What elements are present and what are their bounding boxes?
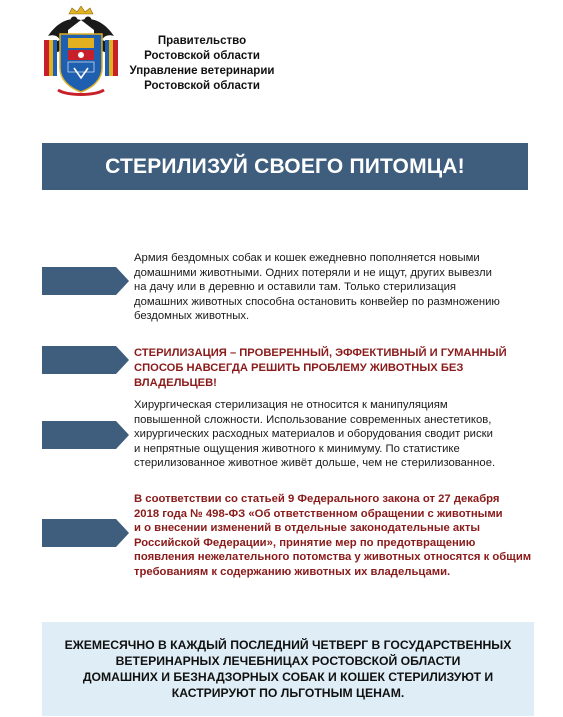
- org-line-2: Ростовской области: [144, 50, 260, 62]
- paragraph-line: Хирургическая стерилизация не относится к манипуляциям: [134, 399, 448, 411]
- paragraph-line: 2018 года № 498-ФЗ «Об ответственном обращении с животными: [134, 507, 503, 520]
- org-line-1: Правительство: [157, 35, 247, 47]
- paragraph-line: Армия бездомных собак и кошек ежедневно пополняется новыми: [134, 252, 480, 264]
- paragraph-line: СТЕРИЛИЗАЦИЯ – ПРОВЕРЕННЫЙ, ЭФФЕКТИВНЫЙ И ГУМАННЫЙ: [134, 347, 507, 359]
- organization-name: [122, 34, 282, 94]
- arrow-marker-1: [42, 266, 130, 296]
- title-banner: [42, 143, 528, 190]
- paragraph-line: Российской Федерации», принятие мер по предотвращению: [134, 536, 476, 549]
- coat-of-arms-emblem: [38, 6, 124, 98]
- paragraph-line: В соответствии со статьей 9 Федерального закона от 27 декабря: [134, 493, 500, 505]
- paragraph-line: бездомных животных.: [134, 310, 250, 322]
- paragraph-line: требованиям к содержанию животных их владельцами.: [134, 565, 451, 578]
- paragraph-line: появления нежелательного потомства у животных относятся к общим: [134, 551, 532, 563]
- footer-line: ДОМАШНИХ И БЕЗНАДЗОРНЫХ СОБАК И КОШЕК СТЕРИЛИЗУЮТ И: [82, 670, 494, 684]
- org-line-4: Ростовской области: [144, 80, 260, 92]
- footer-line: ЕЖЕМЕСЯЧНО В КАЖДЫЙ ПОСЛЕДНИЙ ЧЕТВЕРГ В ГОСУДАРСТВЕННЫХ: [64, 638, 512, 652]
- paragraph-line: стерилизованное животное живёт дольше, чем не стерилизованное.: [134, 457, 496, 469]
- footer-announcement: [42, 622, 534, 716]
- arrow-marker-2: [42, 345, 130, 375]
- paragraph-line: повышенной сложности. Использование современных анестетиков,: [134, 413, 492, 426]
- footer-line: ВЕТЕРИНАРНЫХ ЛЕЧЕБНИЦАХ РОСТОВСКОЙ ОБЛАСТИ: [115, 654, 461, 668]
- paragraph-line: на дачу или в деревню и оставили там. Только стерилизация: [134, 281, 457, 293]
- org-line-3: Управление ветеринарии: [129, 65, 275, 77]
- paragraph-sterilization-slogan: [134, 346, 536, 391]
- arrow-marker-3: [42, 420, 130, 450]
- footer-text: [65, 637, 512, 701]
- paragraph-stray-animals: [134, 251, 536, 324]
- paragraph-line: и непрятные ощущения животного к минимуму. По статистике: [134, 442, 460, 455]
- arrow-marker-4: [42, 518, 130, 548]
- paragraph-line: СПОСОБ НАВСЕГДА РЕШИТЬ ПРОБЛЕМУ ЖИВОТНЫХ БЕЗ ВЛАДЕЛЬЦЕВ!: [134, 362, 464, 389]
- paragraph-line: и о внесении изменений в отдельные законодательные акты: [134, 522, 480, 534]
- paragraph-line: домашних животных способна остановить конвейер по размножению: [134, 295, 500, 308]
- paragraph-line: домашними животными. Одних потеряли и не ищут, других вывезли: [134, 266, 492, 279]
- banner-title: СТЕРИЛИЗУЙ СВОЕГО ПИТОМЦА!: [105, 154, 465, 178]
- paragraph-surgery-info: [134, 398, 536, 471]
- paragraph-federal-law: [134, 492, 536, 579]
- paragraph-line: хирургических расходных материалов и оборудования сводит риски: [134, 428, 493, 440]
- footer-line: КАСТРИРУЮТ ПО ЛЬГОТНЫМ ЦЕНАМ.: [171, 686, 405, 700]
